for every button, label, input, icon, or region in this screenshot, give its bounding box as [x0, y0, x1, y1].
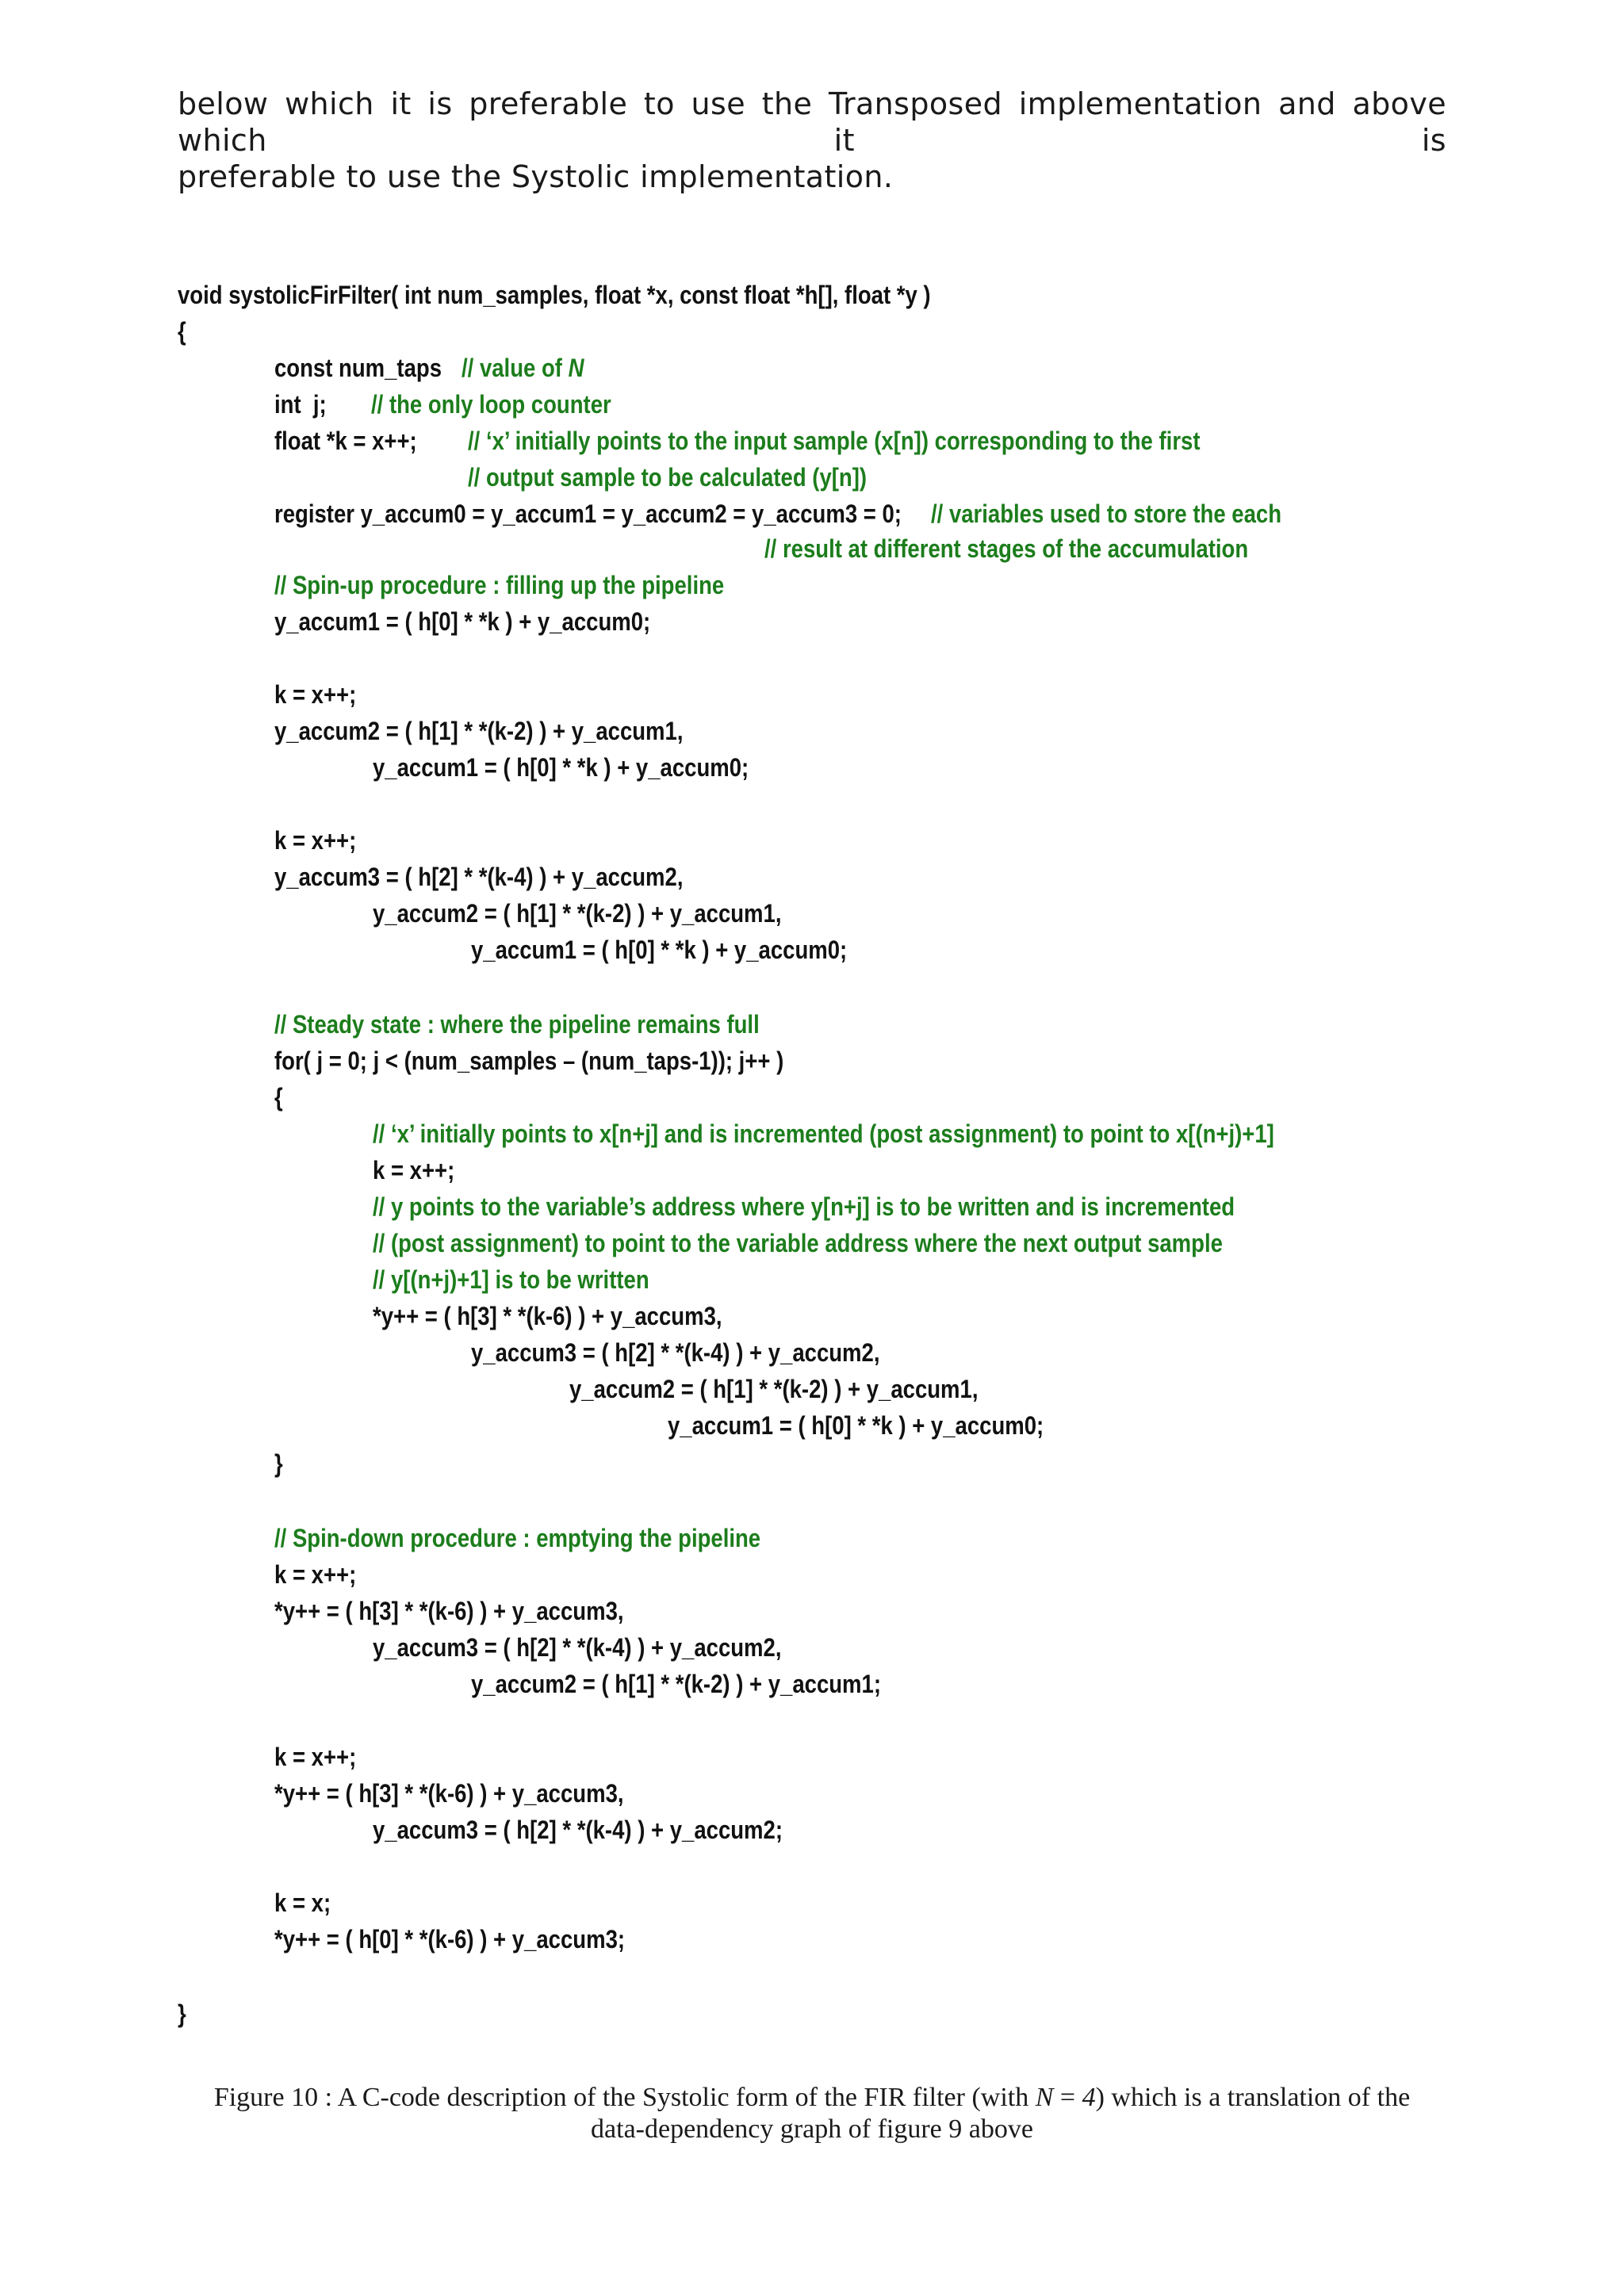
loop-comment-3: // (post assignment) to point to the variable address where the next output sample — [373, 1229, 1223, 1257]
loop-line-4: y_accum1 = ( h[0] * *k ) + y_accum0; — [668, 1411, 1044, 1440]
spin-up-line-2b: y_accum1 = ( h[0] * *k ) + y_accum0; — [373, 753, 749, 782]
caption-line-2: data-dependency graph of figure 9 above — [591, 2114, 1033, 2144]
spin-down-line-2b: y_accum3 = ( h[2] * *(k-4) ) + y_accum2; — [373, 1816, 783, 1844]
caption-line-1 — [159, 2082, 1465, 2114]
loop-line-1: *y++ = ( h[3] * *(k-6) ) + y_accum3, — [373, 1302, 722, 1330]
for-loop-open-brace: { — [274, 1083, 283, 1112]
function-open-brace: { — [178, 317, 186, 346]
decl-k-comment-1: // ‘x’ initially points to the input sample (x[n]) corresponding to the first — [468, 427, 1201, 455]
spin-down-line-1b: y_accum3 = ( h[2] * *(k-4) ) + y_accum2, — [373, 1633, 782, 1662]
decl-num-taps-comment-var: N — [568, 354, 584, 382]
spin-up-k-3: k = x++; — [274, 826, 357, 855]
spin-down-k-1: k = x++; — [274, 1560, 357, 1589]
loop-line-2: y_accum3 = ( h[2] * *(k-4) ) + y_accum2, — [471, 1338, 880, 1367]
spin-down-line-3: *y++ = ( h[0] * *(k-6) ) + y_accum3; — [274, 1925, 626, 1954]
spin-down-comment: // Spin-down procedure : emptying the pipeline — [274, 1524, 761, 1552]
decl-k: float *k = x++; — [274, 427, 417, 455]
decl-k-comment-2: // output sample to be calculated (y[n]) — [468, 463, 868, 492]
spin-up-line-3a: y_accum3 = ( h[2] * *(k-4) ) + y_accum2, — [274, 863, 684, 891]
spin-up-line-3c: y_accum1 = ( h[0] * *k ) + y_accum0; — [471, 936, 848, 964]
decl-register-comment-2: // result at different stages of the accumulation — [764, 534, 1249, 563]
for-loop-close-brace: } — [274, 1449, 283, 1478]
caption-text-1: Figure 10 : A C-code description of the Systolic form of the FIR filter (with — [213, 2083, 1036, 2112]
spin-down-line-1c: y_accum2 = ( h[1] * *(k-2) ) + y_accum1; — [471, 1670, 881, 1698]
decl-num-taps-comment — [462, 352, 584, 384]
decl-num-taps: const num_taps — [274, 354, 442, 382]
caption-text-2: ) which is a translation of the — [1095, 2083, 1411, 2112]
for-loop-header: for( j = 0; j < (num_samples – (num_taps-1)); j++ ) — [274, 1047, 784, 1075]
caption-var: N — [1035, 2083, 1054, 2112]
loop-comment-4: // y[(n+j)+1] is to be written — [373, 1265, 649, 1294]
loop-line-3: y_accum2 = ( h[1] * *(k-2) ) + y_accum1, — [569, 1375, 979, 1403]
loop-k: k = x++; — [373, 1156, 455, 1184]
steady-state-comment: // Steady state : where the pipeline remains full — [274, 1010, 760, 1039]
spin-up-line-1: y_accum1 = ( h[0] * *k ) + y_accum0; — [274, 607, 651, 636]
function-close-brace: } — [178, 1999, 186, 2028]
spin-up-k-2: k = x++; — [274, 680, 357, 709]
loop-comment-2: // y points to the variable’s address where y[n+j] is to be written and is incremented — [373, 1192, 1235, 1221]
spin-down-k-2: k = x++; — [274, 1743, 357, 1771]
spin-up-line-3b: y_accum2 = ( h[1] * *(k-2) ) + y_accum1, — [373, 899, 782, 928]
decl-j: int j; — [274, 390, 327, 419]
spin-down-k-3: k = x; — [274, 1888, 331, 1917]
function-signature: void systolicFirFilter( int num_samples, float *x, const float *h[], float *y ) — [178, 281, 931, 309]
spin-down-line-2a: *y++ = ( h[3] * *(k-6) ) + y_accum3, — [274, 1779, 624, 1808]
spin-up-line-2a: y_accum2 = ( h[1] * *(k-2) ) + y_accum1, — [274, 717, 684, 745]
caption-eq: = — [1053, 2083, 1082, 2112]
decl-num-taps-comment-text: // value of — [462, 354, 569, 382]
intro-line-2: preferable to use the Systolic implementation. — [178, 159, 894, 194]
decl-register: register y_accum0 = y_accum1 = y_accum2 = y_accum3 = 0; — [274, 499, 902, 528]
loop-comment-1: // ‘x’ initially points to x[n+j] and is incremented (post assignment) to point to x[(n+j)+1] — [373, 1119, 1274, 1148]
caption-num: 4 — [1082, 2083, 1096, 2112]
decl-j-comment: // the only loop counter — [371, 390, 611, 419]
intro-line-1: below which it is preferable to use the Transposed implementation and above which it is — [178, 86, 1446, 158]
spin-down-line-1a: *y++ = ( h[3] * *(k-6) ) + y_accum3, — [274, 1597, 624, 1625]
spin-up-comment: // Spin-up procedure : filling up the pipeline — [274, 571, 725, 599]
decl-register-comment-1: // variables used to store the each — [931, 499, 1282, 528]
figure-caption — [159, 2082, 1465, 2145]
